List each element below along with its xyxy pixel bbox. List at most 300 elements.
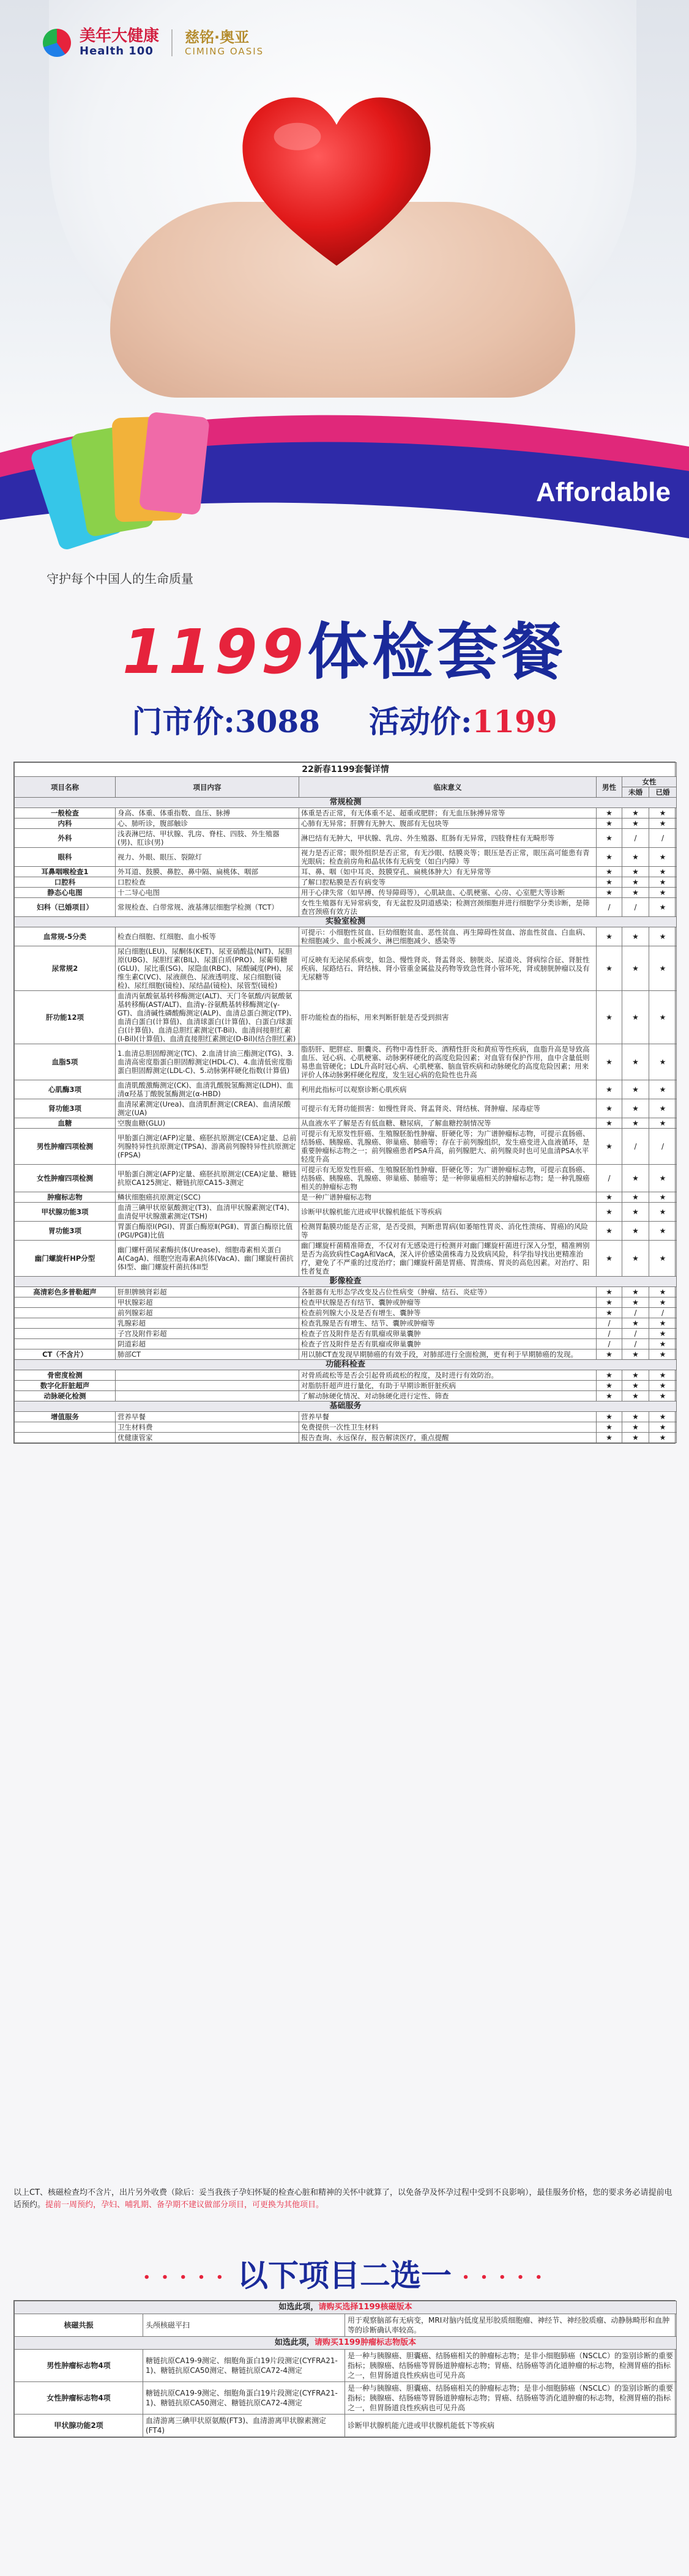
section-title: 实验室检测 [15, 917, 677, 927]
item-name-cell: 肾功能3项 [15, 1099, 116, 1118]
female-married-mark: ★ [649, 927, 677, 946]
item-content-cell: 浅表淋巴结、甲状腺、乳房、脊柱、四肢、外生殖器(男)、肛诊(男) [116, 829, 299, 848]
col-female: 女性 [622, 777, 677, 787]
section-header [15, 798, 677, 808]
option-header-instruction: 请购买1199肿瘤标志物版本 [314, 2338, 417, 2347]
item-content-cell: 1.血清总胆固醇测定(TC)、2.血清甘油三酯测定(TG)、3.血清高密度脂蛋白胆固醇测定(HDL-C)、4.血清低密度脂蛋白胆固醇测定(LDL-C)、5.动脉粥样硬化指数(计算值) [116, 1044, 299, 1080]
table-row [15, 1318, 677, 1329]
option-content-cell: 糖链抗原CA19-9测定、细胞角蛋白19片段测定(CYFRA21-1)、糖链抗原CA50测定、糖链抗原CA72-4测定 [143, 2350, 345, 2382]
item-content-cell: 鳞状细胞癌抗原测定(SCC) [116, 1192, 299, 1203]
table-row [15, 1080, 677, 1099]
item-name-cell: 耳鼻咽喉检查1 [15, 867, 116, 877]
female-unmarried-mark: ★ [622, 1433, 649, 1443]
item-content-cell: 常规检查、白带常规、液基薄层细胞学检测（TCT） [116, 898, 299, 917]
female-married-mark: / [649, 1129, 677, 1165]
male-mark: ★ [597, 888, 622, 898]
item-meaning-cell: 各脏器有无形态学改变及占位性病变（肿瘤、结石、炎症等） [299, 1287, 597, 1297]
option-name-cell: 男性肿瘤标志物4项 [15, 2350, 143, 2382]
option-name-cell: 核磁共振 [15, 2314, 143, 2337]
item-name-cell: 一般检查 [15, 808, 116, 818]
item-meaning-cell: 免费提供一次性卫生材料 [299, 1422, 597, 1433]
female-married-mark: / [649, 829, 677, 848]
item-name-cell: 增值服务 [15, 1412, 116, 1422]
option-content-cell: 血清游离三碘甲状原氨酸(FT3)、血清游离甲状腺素测定(FT4) [143, 2415, 345, 2437]
option-name-cell: 甲状腺功能2项 [15, 2415, 143, 2437]
male-mark: ★ [597, 1222, 622, 1241]
male-mark: ★ [597, 1118, 622, 1129]
option-name-cell: 女性肿瘤标志物4项 [15, 2382, 143, 2415]
female-married-mark: ★ [649, 1318, 677, 1329]
female-married-mark: ★ [649, 1222, 677, 1241]
male-mark: ★ [597, 1203, 622, 1222]
table-row [15, 1412, 677, 1422]
item-meaning-cell: 肝功能检查的指标，用来判断肝脏是否受到损害 [299, 991, 597, 1044]
male-mark: ★ [597, 1192, 622, 1203]
item-content-cell: 肺部CT [116, 1349, 299, 1360]
item-content-cell: 营养早餐 [116, 1412, 299, 1422]
item-meaning-cell: 检查子宫及附件是否有肌瘤或卵巢囊肿 [299, 1329, 597, 1339]
female-unmarried-mark: ★ [622, 991, 649, 1044]
female-unmarried-mark: ★ [622, 1080, 649, 1099]
table-row [15, 877, 677, 888]
item-meaning-cell: 用于心律失常（如早搏、传导障碍等），心肌缺血、心肌梗塞、心房、心室肥大等诊断 [299, 888, 597, 898]
female-married-mark: ★ [649, 1099, 677, 1118]
female-married-mark: ★ [649, 1349, 677, 1360]
heading-deco-right: • • • • • [462, 2271, 546, 2284]
affordable-tagline: Affordable [536, 477, 671, 507]
male-mark: ★ [597, 1297, 622, 1308]
option-group-header [15, 2301, 677, 2314]
table-row [15, 829, 677, 848]
col-married: 已婚 [649, 787, 677, 798]
col-item-content: 项目内容 [116, 777, 299, 798]
option-content-cell: 糖链抗原CA19-9测定、细胞角蛋白19片段测定(CYFRA21-1)、糖链抗原CA50测定、糖链抗原CA72-4测定 [143, 2382, 345, 2415]
female-unmarried-mark: ★ [622, 946, 649, 991]
female-unmarried-mark: ★ [622, 867, 649, 877]
col-male: 男性 [597, 777, 622, 798]
female-unmarried-mark: ★ [622, 1318, 649, 1329]
female-married-mark: ★ [649, 818, 677, 829]
female-married-mark: ★ [649, 946, 677, 991]
male-mark: ★ [597, 1129, 622, 1165]
female-married-mark: ★ [649, 808, 677, 818]
title-number: 1199 [122, 616, 308, 688]
male-mark: / [597, 898, 622, 917]
brand-logo-mark [43, 29, 71, 57]
item-name-cell: CT（不含片） [15, 1349, 116, 1360]
item-content-cell: 子宫及附件彩超 [116, 1329, 299, 1339]
option-meaning-cell: 是一种与胰腺癌、胆囊癌、结肠癌相关的肿瘤标志物；是非小细胞肺癌（NSCLC）的鉴别诊断的重要指标；胰腺癌、结肠癌等胃肠道肿瘤标志物；胃癌、结肠癌等消化道肿瘤的标志物，检测胃癌的指标之一，但胃肠道良性疾病也可见升高 [345, 2382, 677, 2415]
item-content-cell: 甲胎蛋白测定(AFP)定量、癌胚抗原测定(CEA)定量、总前列腺特异性抗原测定(TPSA)、游离前列腺特异性抗原测定(FPSA) [116, 1129, 299, 1165]
female-married-mark: ★ [649, 1297, 677, 1308]
slogan [0, 569, 689, 587]
item-meaning-cell: 耳、鼻、咽（如中耳炎、鼓膜穿孔、扁桃体肿大）有无异常等 [299, 867, 597, 877]
table-body [15, 798, 677, 1443]
table-row [15, 1099, 677, 1118]
logo-divider [171, 29, 173, 56]
female-married-mark: ★ [649, 1165, 677, 1192]
promo-price-value: 1199 [472, 703, 557, 740]
female-unmarried-mark: / [622, 898, 649, 917]
item-name-cell: 口腔科 [15, 877, 116, 888]
table-row [15, 888, 677, 898]
option-content-cell: 头颅核磁平扫 [143, 2314, 345, 2337]
female-unmarried-mark: ★ [622, 1412, 649, 1422]
female-married-mark: ★ [649, 1433, 677, 1443]
item-content-cell: 视力、外眼、眼压、裂隙灯 [116, 848, 299, 867]
item-content-cell: 优健康管家 [116, 1433, 299, 1443]
item-meaning-cell: 可反映有无泌尿系病变，如急、慢性肾炎、肾盂肾炎、膀胱炎、尿道炎、肾病综合征、肾脏性疾病、尿路结石、肾结核、肾小管重金属盐及药物等致急性肾小管坏死，肾或膀胱肿瘤以及有无尿糖等 [299, 946, 597, 991]
male-mark: ★ [597, 1099, 622, 1118]
item-name-cell [15, 1308, 116, 1318]
female-married-mark: ★ [649, 877, 677, 888]
option-group-header [15, 2337, 677, 2350]
item-meaning-cell: 可提示有无原发性肝癌、生殖腺胚胎性肿瘤、肝硬化等；为广谱肿瘤标志物，可提示直肠癌、结肠癌、胰腺癌、乳腺癌、卵巢癌、肺癌等；存在于前列腺组织，发生癌变进入血液循环，是重要肿瘤标志物之一；前列腺癌患者PSA升高，前列腺肥大、前列腺炎时也可见血清PSA水平轻度升高 [299, 1129, 597, 1165]
table-row [15, 991, 677, 1044]
item-meaning-cell: 用以肺CT查发现早期肺癌的有效手段，对肺部进行全面检测，更有利于早期肺癌的发现。 [299, 1349, 597, 1360]
item-meaning-cell: 脂肪肝、肥胖症、胆囊炎、药物中毒性肝炎、酒精性肝炎和黄疸等性疾病，血脂升高是导致高血压、冠心病、心肌梗塞、动脉粥样硬化的高度危险因素；对血管有保护作用，血中含量低则易患血管硬化；LDL升高时冠心病、心肌梗塞、脑血管疾病和动脉硬化的高度危险因素；用来评价人体动脉粥样硬化程度，发生冠心病的危险性也升高 [299, 1044, 597, 1080]
item-content-cell: 前列腺彩超 [116, 1308, 299, 1318]
female-married-mark: ★ [649, 1412, 677, 1422]
item-content-cell [116, 1391, 299, 1401]
female-unmarried-mark: / [622, 1329, 649, 1339]
item-name-cell: 女性肿瘤四项检测 [15, 1165, 116, 1192]
options-table-body [15, 2301, 677, 2437]
item-meaning-cell: 从血液水平了解是否有低血糖、糖尿病，了解血糖控制情况等 [299, 1118, 597, 1129]
heart-icon [239, 92, 434, 275]
male-mark: ★ [597, 1391, 622, 1401]
table-row [15, 808, 677, 818]
item-meaning-cell: 女性生殖器有无异常病变，有无盆腔及阴道感染；检测宫颈细胞并进行细胞学分类诊断，是筛查宫颈癌有效方法 [299, 898, 597, 917]
table-row [15, 848, 677, 867]
item-meaning-cell: 检查前列腺大小及是否有增生、囊肿等 [299, 1308, 597, 1318]
option-meaning-cell: 诊断甲状腺机能亢进或甲状腺机能低下等疾病 [345, 2415, 677, 2437]
section-header [15, 1360, 677, 1370]
promo-price-label: 活动价: [369, 703, 472, 740]
table-row [15, 1381, 677, 1391]
female-unmarried-mark: ★ [622, 1422, 649, 1433]
item-name-cell: 尿常规2 [15, 946, 116, 991]
female-married-mark: ★ [649, 1381, 677, 1391]
table-row [15, 818, 677, 829]
item-meaning-cell: 报告查询、永远保存，报告解读医疗，重点提醒 [299, 1433, 597, 1443]
table-row [15, 1165, 677, 1192]
item-meaning-cell: 是一种广谱肿瘤标志物 [299, 1192, 597, 1203]
male-mark: ★ [597, 946, 622, 991]
footnote-text: 以上CT、核磁检查均不含片，出片另外收费（除后：妥当我孩子孕妇怀疑的检查心脏和精神的关怀中就算了，以免备孕及怀孕过程中受到不良影响），最佳服务价格，您的要求务必请提前电话预约。 [13, 2188, 672, 2210]
female-unmarried-mark: ★ [622, 1118, 649, 1129]
item-content-cell: 空腹血糖(GLU) [116, 1118, 299, 1129]
female-married-mark: ★ [649, 848, 677, 867]
item-content-cell [116, 1370, 299, 1381]
item-name-cell: 男性肿瘤四项检测 [15, 1129, 116, 1165]
item-content-cell: 心、肺听诊，腹部触诊 [116, 818, 299, 829]
store-price-label: 门市价: [132, 703, 235, 740]
heading-deco-left: • • • • • [143, 2271, 227, 2284]
item-name-cell: 骨密度检测 [15, 1370, 116, 1381]
table-row [15, 1329, 677, 1339]
table-row [15, 946, 677, 991]
table-row [15, 867, 677, 877]
female-unmarried-mark: ★ [622, 1165, 649, 1192]
choose-one-heading [0, 2251, 689, 2293]
item-name-cell: 数字化肝脏超声 [15, 1381, 116, 1391]
male-mark: / [597, 1329, 622, 1339]
option-row [15, 2382, 677, 2415]
female-married-mark: ★ [649, 898, 677, 917]
item-content-cell: 肝胆脾胰肾彩超 [116, 1287, 299, 1297]
item-content-cell: 血清三碘甲状原氨酸测定(T3)、血清甲状腺素测定(T4)、血清促甲状腺激素测定(TSH) [116, 1203, 299, 1222]
item-meaning-cell: 对脂肪肝超声进行量化，有助于早期诊断肝脏疾病 [299, 1381, 597, 1391]
item-meaning-cell: 对骨质疏松等是否会引起骨质疏松的程度，及时进行有效防治。 [299, 1370, 597, 1381]
male-mark: ★ [597, 1433, 622, 1443]
female-unmarried-mark: ★ [622, 848, 649, 867]
item-content-cell: 卫生材料费 [116, 1422, 299, 1433]
female-married-mark: ★ [649, 1339, 677, 1349]
table-row [15, 1370, 677, 1381]
female-married-mark: ★ [649, 1422, 677, 1433]
item-content-cell: 甲胎蛋白测定(AFP)定量、癌胚抗原测定(CEA)定量、糖链抗原CA125测定、糖链抗原CA15-3测定 [116, 1165, 299, 1192]
female-unmarried-mark: ★ [622, 1203, 649, 1222]
male-mark: ★ [597, 991, 622, 1044]
footnote [13, 2187, 676, 2211]
item-name-cell: 眼科 [15, 848, 116, 867]
item-name-cell: 肿瘤标志物 [15, 1192, 116, 1203]
package-detail-table [13, 762, 676, 1444]
item-content-cell: 身高、体重、体重指数、血压、脉搏 [116, 808, 299, 818]
item-name-cell [15, 1339, 116, 1349]
section-title: 功能科检查 [15, 1360, 677, 1370]
female-unmarried-mark: ★ [622, 1241, 649, 1277]
item-meaning-cell: 检查子宫及附件是否有肌瘤或卵巢囊肿 [299, 1339, 597, 1349]
item-name-cell [15, 1422, 116, 1433]
female-unmarried-mark: / [622, 1308, 649, 1318]
female-married-mark: ★ [649, 867, 677, 877]
brand-name-en: Health 100 [80, 45, 154, 58]
table-row [15, 1297, 677, 1308]
table-row [15, 1422, 677, 1433]
option-header-prefix: 如选此项， [274, 2338, 315, 2347]
brand-name-cn: 美年大健康 [80, 27, 160, 45]
item-meaning-cell: 检查甲状腺是否有结节、囊肿或肿瘤等 [299, 1297, 597, 1308]
male-mark: ★ [597, 818, 622, 829]
hero-banner [0, 0, 689, 569]
option-meaning-cell: 用于观察脑部有无病变，MRI对脑内低度星形胶质细胞瘤、神经节、神经胶质瘤、动静脉畸形和血肿等的诊断确认率较高。 [345, 2314, 677, 2337]
table-row [15, 898, 677, 917]
female-unmarried-mark: ★ [622, 1349, 649, 1360]
table-row [15, 1433, 677, 1443]
table-row [15, 1287, 677, 1297]
page-title [0, 603, 689, 691]
item-name-cell: 外科 [15, 829, 116, 848]
table-row [15, 1308, 677, 1318]
option-row [15, 2415, 677, 2437]
item-meaning-cell: 检测胃黏膜功能是否正常，是否受损，判断患胃病(如萎缩性胃炎、消化性溃疡、胃癌)的风险等 [299, 1222, 597, 1241]
item-content-cell: 阴道彩超 [116, 1339, 299, 1349]
male-mark: ★ [597, 1349, 622, 1360]
female-unmarried-mark: ★ [622, 927, 649, 946]
female-unmarried-mark: ★ [622, 1391, 649, 1401]
male-mark: ★ [597, 877, 622, 888]
section-header [15, 917, 677, 927]
female-unmarried-mark: ★ [622, 888, 649, 898]
item-meaning-cell: 诊断甲状腺机能亢进或甲状腺机能低下等疾病 [299, 1203, 597, 1222]
table-row [15, 1129, 677, 1165]
female-married-mark: ★ [649, 1241, 677, 1277]
table-row [15, 1222, 677, 1241]
item-content-cell: 乳腺彩超 [116, 1318, 299, 1329]
item-name-cell: 血脂5项 [15, 1044, 116, 1080]
item-meaning-cell: 幽门螺旋杆菌精准筛查，不仅对有无感染进行检测并对幽门螺旋杆菌进行深入分型，精准辨别是否为高致病性CagA和VacA，深入评价感染菌株毒力及致病风险，科学指导找出更精准治疗，避免了不严重的过度治疗；幽门螺旋杆菌是胃癌、胃溃疡、胃炎的高危因素。对治疗、阳性者复查 [299, 1241, 597, 1277]
item-content-cell: 胃蛋白酶原Ⅰ(PGⅠ)、胃蛋白酶原Ⅱ(PGⅡ)、胃蛋白酶原比值(PGⅠ/PGⅡ)比值 [116, 1222, 299, 1241]
female-married-mark: / [649, 1308, 677, 1318]
col-meaning: 临床意义 [299, 777, 597, 798]
female-unmarried-mark: ★ [622, 877, 649, 888]
female-unmarried-mark: / [622, 1129, 649, 1165]
partner-name-en: CIMING OASIS [185, 45, 264, 57]
male-mark: / [597, 1318, 622, 1329]
item-meaning-cell: 可提示有无原发性肝癌、生殖腺胚胎性肿瘤、肝硬化等；为广谱肿瘤标志物，可提示直肠癌、结肠癌、胰腺癌、乳腺癌、卵巢癌、肺癌等；是一种卵巢癌相关的肿瘤标志物；是一种乳腺癌相关的肿瘤标志物 [299, 1165, 597, 1192]
item-content-cell: 甲状腺彩超 [116, 1297, 299, 1308]
slogan-text: 守护每个中国人的生命质量 [47, 571, 193, 586]
female-unmarried-mark: ★ [622, 1222, 649, 1241]
section-title: 基础服务 [15, 1401, 677, 1412]
female-unmarried-mark: ★ [622, 818, 649, 829]
female-unmarried-mark: ★ [622, 1044, 649, 1080]
section-title: 影像检查 [15, 1277, 677, 1287]
item-content-cell: 血清肌酸激酶测定(CK)、血清乳酸脱氢酶测定(LDH)、血清α羟基丁酸脱氢酶测定(α-HBD) [116, 1080, 299, 1099]
table-row [15, 1391, 677, 1401]
item-name-cell: 血常规-5分类 [15, 927, 116, 946]
brand-logo [43, 28, 264, 58]
choose-one-title: 以下项目二选一 [237, 2258, 452, 2293]
male-mark: ★ [597, 1308, 622, 1318]
male-mark: ★ [597, 1381, 622, 1391]
item-meaning-cell: 了解口腔粘膜是否有病变等 [299, 877, 597, 888]
item-name-cell: 动脉硬化检测 [15, 1391, 116, 1401]
male-mark: ★ [597, 1422, 622, 1433]
item-content-cell: 检查白细胞、红细胞、血小板等 [116, 927, 299, 946]
title-text: 体检套餐 [307, 616, 567, 688]
item-name-cell: 血糖 [15, 1118, 116, 1129]
item-name-cell: 甲状腺功能3项 [15, 1203, 116, 1222]
option-row [15, 2314, 677, 2337]
female-married-mark: ★ [649, 1203, 677, 1222]
female-unmarried-mark: ★ [622, 1287, 649, 1297]
item-content-cell: 血清尿素测定(Urea)、血清肌酐测定(CREA)、血清尿酸测定(UA) [116, 1099, 299, 1118]
section-header [15, 1277, 677, 1287]
female-unmarried-mark: ★ [622, 1297, 649, 1308]
item-content-cell: 血清丙氨酸氨基转移酶测定(ALT)、天门冬氨酸/丙氨酸氨基转移酶(AST/ALT)、血清γ-谷氨酰基转移酶测定(γ-GT)、血清碱性磷酸酶测定(ALP)、血清总蛋白测定(TP)、血清白蛋白(计算值)、血清球蛋白(计算值)、白蛋白/球蛋白(计算值)、血清总胆红素测定(T-Bil)、血清间接胆红素(I-Bil)(计算值)、血清直接胆红素测定(D-Bil)(结合胆红素) [116, 991, 299, 1044]
col-unmarried: 未婚 [622, 787, 649, 798]
col-item-name: 项目名称 [15, 777, 116, 798]
female-married-mark: ★ [649, 1080, 677, 1099]
item-name-cell: 内科 [15, 818, 116, 829]
item-name-cell: 肝功能12项 [15, 991, 116, 1044]
item-name-cell: 心肌酶3项 [15, 1080, 116, 1099]
item-meaning-cell: 心肺有无异常；肝脾有无肿大、腹部有无包块等 [299, 818, 597, 829]
male-mark: ★ [597, 808, 622, 818]
item-name-cell: 妇科（已婚项目） [15, 898, 116, 917]
option-row [15, 2350, 677, 2382]
male-mark: ★ [597, 867, 622, 877]
item-content-cell: 外耳道、鼓膜、鼻腔、鼻中隔、扁桃体、咽部 [116, 867, 299, 877]
male-mark: / [597, 1165, 622, 1192]
table-row [15, 1192, 677, 1203]
footnote-highlight: 提前一周预约，孕妇、哺乳期、备孕期不建议做部分项目，可更换为其他项目。 [45, 2200, 324, 2210]
table-row [15, 1349, 677, 1360]
female-unmarried-mark: ★ [622, 1192, 649, 1203]
table-row [15, 1118, 677, 1129]
male-mark: ★ [597, 1241, 622, 1277]
female-married-mark: ★ [649, 1044, 677, 1080]
female-unmarried-mark: ★ [622, 808, 649, 818]
item-name-cell [15, 1329, 116, 1339]
female-unmarried-mark: / [622, 829, 649, 848]
female-married-mark: ★ [649, 1329, 677, 1339]
female-married-mark: ★ [649, 1370, 677, 1381]
prices [0, 697, 689, 741]
table-row [15, 1241, 677, 1277]
table-row [15, 1339, 677, 1349]
item-meaning-cell: 利用此指标可以观察诊断心肌疾病 [299, 1080, 597, 1099]
female-married-mark: ★ [649, 1118, 677, 1129]
option-header-prefix: 如选此项， [278, 2303, 319, 2312]
item-content-cell: 幽门螺杆菌尿素酶抗体(Urease)、细胞毒素相关蛋白A(CagA)、细胞空泡毒素A抗体(VacA)、幽门螺旋杆菌抗体I型、幽门螺旋杆菌抗体II型 [116, 1241, 299, 1277]
store-price-value: 3088 [234, 703, 320, 740]
item-name-cell: 幽门螺旋杆HP分型 [15, 1241, 116, 1277]
item-meaning-cell: 可提示有无肾功能损害：如慢性肾炎、肾盂肾炎、肾结核、肾肿瘤、尿毒症等 [299, 1099, 597, 1118]
membership-cards-image [12, 404, 214, 563]
item-meaning-cell: 检查乳腺是否有增生、结节、囊肿或肿瘤等 [299, 1318, 597, 1329]
male-mark: ★ [597, 848, 622, 867]
male-mark: ★ [597, 829, 622, 848]
section-title: 常规检测 [15, 798, 677, 808]
item-content-cell [116, 1381, 299, 1391]
item-name-cell [15, 1433, 116, 1443]
partner-name-cn: 慈铭·奥亚 [185, 28, 250, 46]
item-name-cell [15, 1297, 116, 1308]
item-content-cell: 尿白细胞(LEU)、尿酮体(KET)、尿亚硝酸盐(NIT)、尿胆原(UBG)、尿胆红素(BIL)、尿蛋白质(PRO)、尿葡萄糖(GLU)、尿比重(SG)、尿隐血(RBC)、尿酸碱度(PH)、尿维生素C(VC)、尿液颜色、尿液透明度、尿白细胞(镜检)、尿红细胞(镜检)、尿结晶(镜检)、尿管型(镜检) [116, 946, 299, 991]
male-mark: ★ [597, 1412, 622, 1422]
male-mark: ★ [597, 1370, 622, 1381]
female-married-mark: ★ [649, 1192, 677, 1203]
item-meaning-cell: 体重是否正常，有无体重不足、超重或肥胖；有无血压脉搏异常等 [299, 808, 597, 818]
item-content-cell: 十二导心电图 [116, 888, 299, 898]
item-name-cell: 胃功能3项 [15, 1222, 116, 1241]
female-unmarried-mark: / [622, 1339, 649, 1349]
options-table [13, 2300, 676, 2438]
male-mark: ★ [597, 1080, 622, 1099]
section-header [15, 1401, 677, 1412]
female-married-mark: ★ [649, 1287, 677, 1297]
male-mark: ★ [597, 927, 622, 946]
male-mark: / [597, 1339, 622, 1349]
item-name-cell: 静态心电图 [15, 888, 116, 898]
table-row [15, 927, 677, 946]
female-married-mark: ★ [649, 888, 677, 898]
option-group-title [15, 2301, 677, 2314]
female-married-mark: ★ [649, 991, 677, 1044]
option-group-title [15, 2337, 677, 2350]
item-meaning-cell: 淋巴结有无肿大，甲状腺、乳房、外生殖器、肛肠有无异常，四肢脊柱有无畸形等 [299, 829, 597, 848]
item-meaning-cell: 可提示：小细胞性贫血、巨幼细胞贫血、恶性贫血、再生障碍性贫血、溶血性贫血、白血病、粒细胞减少、血小板减少、淋巴细胞减少、感染等 [299, 927, 597, 946]
item-name-cell [15, 1318, 116, 1329]
female-unmarried-mark: ★ [622, 1099, 649, 1118]
option-meaning-cell: 是一种与胰腺癌、胆囊癌、结肠癌相关的肿瘤标志物；是非小细胞肺癌（NSCLC）的鉴别诊断的重要指标；胰腺癌、结肠癌等胃肠道肿瘤标志物；胃癌、结肠癌等消化道肿瘤的标志物，检测胃癌的指标之一，但胃肠道良性疾病也可见升高 [345, 2350, 677, 2382]
male-mark: ★ [597, 1044, 622, 1080]
table-caption: 22新春1199套餐详情 [15, 763, 677, 777]
